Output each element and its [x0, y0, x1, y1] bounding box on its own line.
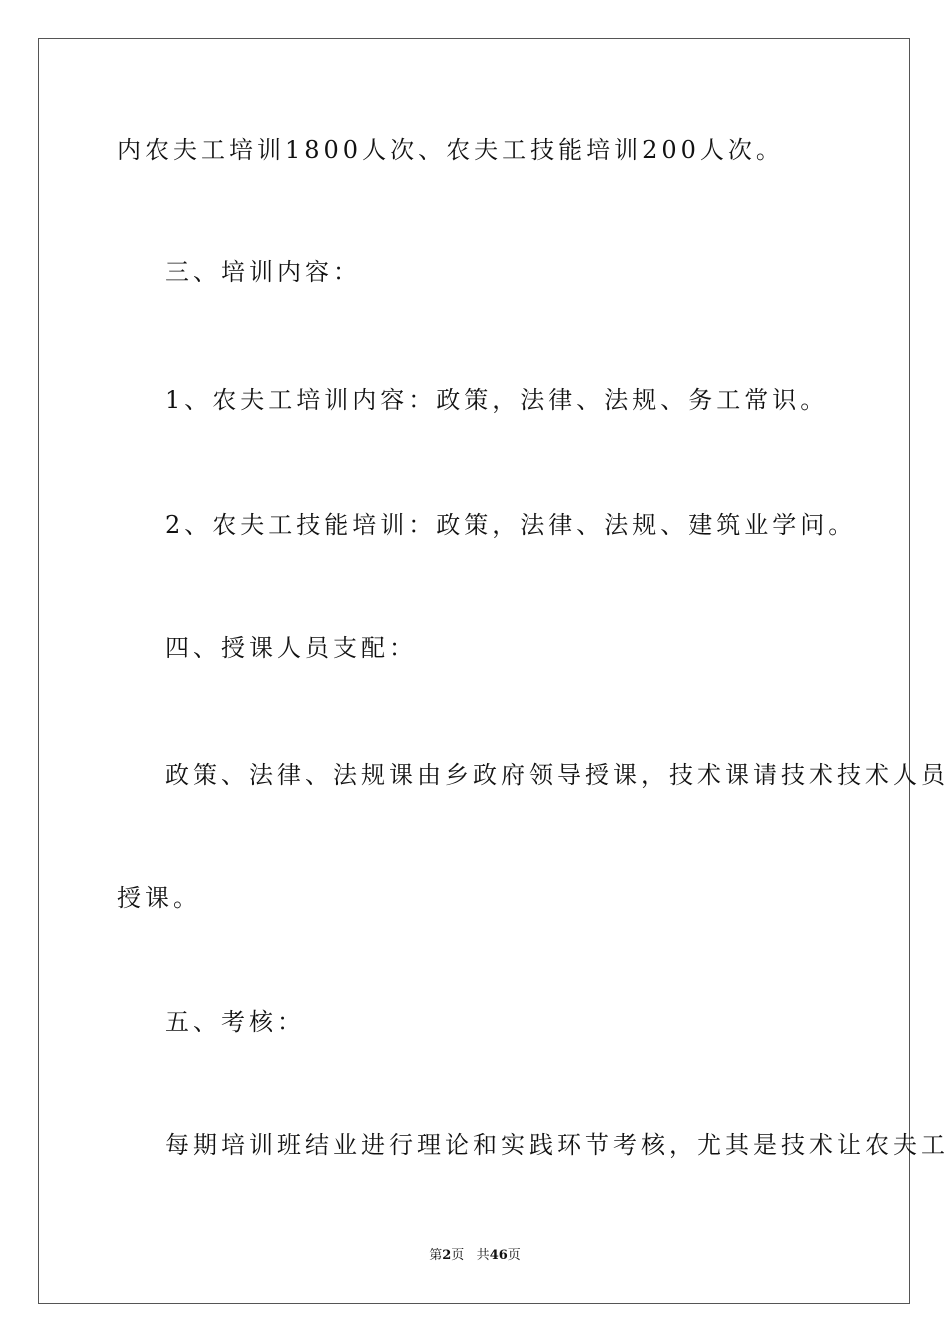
text-line-item-2: 2、农夫工技能培训：政策，法律、法规、建筑业学问。 [165, 511, 857, 539]
page-footer [0, 1247, 950, 1265]
text-line-instructor-paragraph: 政策、法律、法规课由乡政府领导授课，技术课请技术技术人员 [165, 761, 949, 789]
footer-total-prefix: 共 [476, 1248, 490, 1263]
section-heading-instructor-arrangement: 四、授课人员支配： [165, 634, 417, 662]
text-line-assessment-paragraph: 每期培训班结业进行理论和实践环节考核，尤其是技术让农夫工 [165, 1131, 949, 1159]
text-line-instructor-paragraph-end: 授课。 [117, 884, 201, 912]
footer-total-pages: 46 [489, 1248, 508, 1263]
footer-page-prefix: 第 [429, 1248, 443, 1263]
footer-total-suffix: 页 [507, 1248, 521, 1263]
footer-page-suffix: 页 [451, 1248, 465, 1263]
footer-page-number: 2 [442, 1248, 452, 1263]
footer-separator [464, 1248, 476, 1263]
page-border [38, 38, 910, 1304]
section-heading-assessment: 五、考核： [165, 1008, 305, 1036]
section-heading-training-content: 三、培训内容： [165, 258, 361, 286]
text-line-item-1: 1、农夫工培训内容：政策，法律、法规、务工常识。 [165, 386, 829, 414]
text-line-intro-continuation: 内农夫工培训1800人次、农夫工技能培训200人次。 [117, 136, 784, 164]
